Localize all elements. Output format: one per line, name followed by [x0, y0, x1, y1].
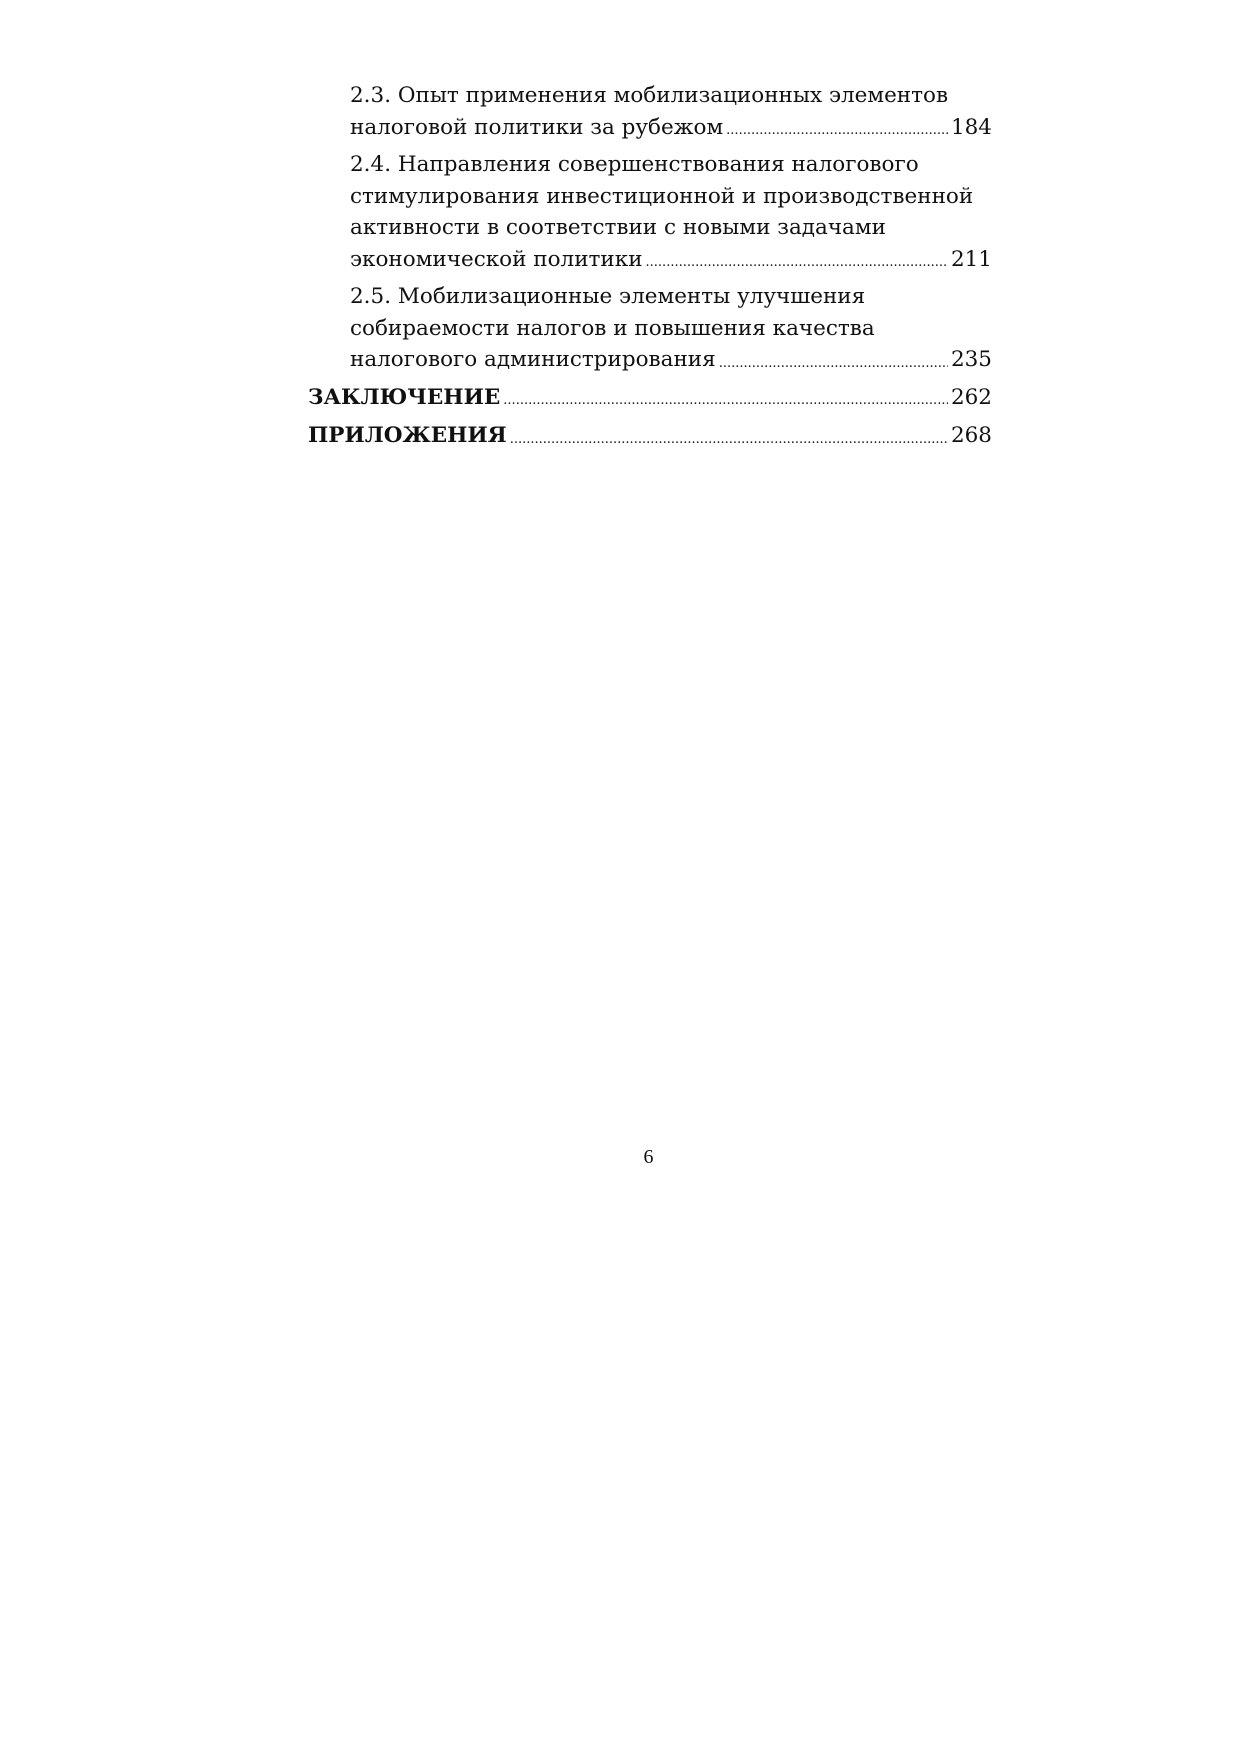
toc-entry-last-line: [308, 382, 992, 414]
toc-entry-text-line: 2.4. Направления совершенствования налогового: [350, 152, 919, 177]
dot-leader: [719, 357, 948, 370]
toc-entry-text-line: 2.3. Опыт применения мобилизационных элементов: [350, 83, 949, 108]
toc-entry-text-line: налогового администрирования: [350, 347, 716, 372]
toc-entry-heading: ЗАКЛЮЧЕНИЕ: [308, 384, 501, 410]
toc-page-number: 211: [950, 246, 992, 272]
toc-page-number: 268: [950, 423, 992, 448]
toc-entry-last-line: [350, 344, 992, 376]
toc-page-number: 235: [950, 347, 992, 372]
toc-entry-text-line: налоговой политики за рубежом: [350, 114, 724, 140]
toc-entry-text-line: собираемости налогов и повышения качества: [350, 315, 875, 341]
toc-entry-2-5[interactable]: [308, 281, 992, 376]
toc-entry-heading: ПРИЛОЖЕНИЯ: [308, 423, 507, 448]
toc-entry-last-line: [308, 420, 992, 452]
toc-entry-last-line: [350, 112, 992, 144]
dot-leader: [503, 394, 948, 407]
toc-entry-appendices[interactable]: [308, 420, 992, 452]
toc-entry-text-line: экономической политики: [350, 246, 643, 272]
toc-entry-2-3[interactable]: [308, 80, 992, 143]
dot-leader: [646, 256, 948, 269]
toc-entry-text-line: стимулирования инвестиционной и производственной: [350, 183, 974, 209]
toc-entry-conclusion[interactable]: [308, 382, 992, 414]
table-of-contents: [308, 80, 992, 459]
toc-entry-last-line: [350, 244, 992, 276]
dot-leader: [510, 433, 948, 446]
toc-entry-text-line: 2.5. Мобилизационные элементы улучшения: [350, 284, 866, 309]
toc-page-number: 262: [950, 384, 992, 410]
toc-entry-2-4[interactable]: [308, 149, 992, 275]
dot-leader: [726, 124, 948, 137]
toc-entry-text-line: активности в соответствии с новыми задачами: [350, 215, 886, 240]
toc-page-number: 184: [950, 114, 992, 140]
page-number: 6: [643, 1146, 654, 1168]
